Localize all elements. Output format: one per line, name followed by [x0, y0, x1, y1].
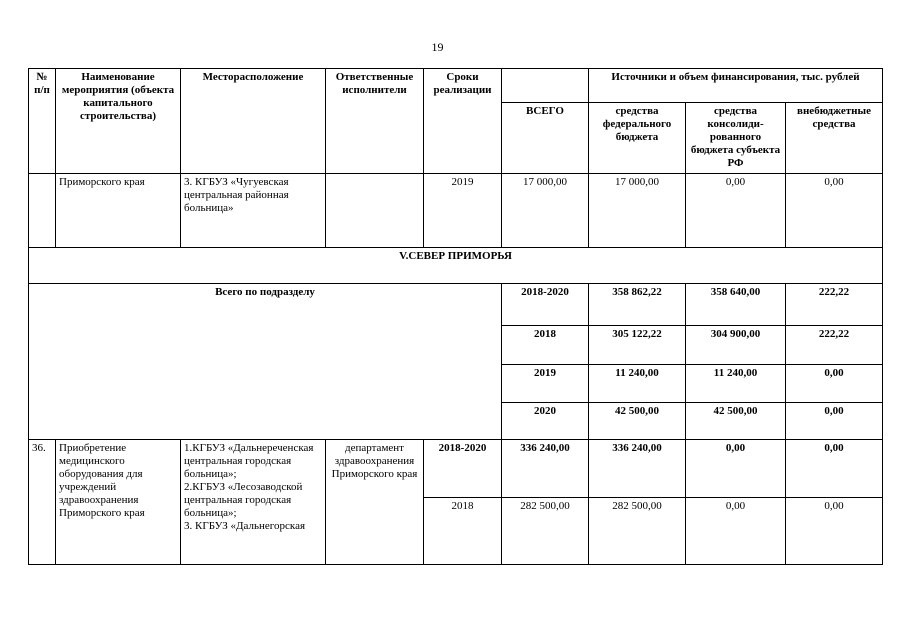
cell-total: 336 240,00 [502, 440, 589, 498]
cell-consolidated: 222,22 [786, 326, 883, 365]
cell-consolidated: 0,00 [686, 174, 786, 248]
subtotal-label: Всего по подразделу [29, 284, 502, 440]
section-title: V.СЕВЕР ПРИМОРЬЯ [29, 248, 883, 284]
header-federal: средства федерального бюджета [589, 103, 686, 174]
subtotal-row [29, 284, 883, 326]
header-responsible: Ответственные исполнители [326, 69, 424, 174]
cell-consolidated: 0,00 [686, 498, 786, 565]
cell-total: 358 862,22 [589, 284, 686, 326]
header-name: Наименование мероприятия (объекта капитального строительства) [56, 69, 181, 174]
cell-year: 2020 [502, 403, 589, 440]
cell-year: 2019 [502, 365, 589, 403]
page-number: 19 [431, 40, 444, 54]
cell-federal: 17 000,00 [589, 174, 686, 248]
cell-federal: 358 640,00 [686, 284, 786, 326]
cell-location: 3. КГБУЗ «Чугуевская центральная районная больница» [181, 174, 326, 248]
header-num: № п/п [29, 69, 56, 174]
cell-consolidated: 0,00 [686, 440, 786, 498]
cell-year: 2018 [424, 498, 502, 565]
cell-num: 36. [29, 440, 56, 565]
location-line-3: 3. КГБУЗ «Дальнегорская [184, 520, 306, 532]
cell-extrabudgetary: 0,00 [786, 498, 883, 565]
header-funding-group: Источники и объем финансирования, тыс. рублей [589, 69, 883, 103]
cell-year: 2018-2020 [502, 284, 589, 326]
cell-total: 17 000,00 [502, 174, 589, 248]
table-row [29, 440, 883, 498]
cell-consolidated: 222,22 [786, 284, 883, 326]
cell-num [29, 174, 56, 248]
cell-name: Приморского края [56, 174, 181, 248]
cell-responsible: департамент здравоохранения Приморского края [326, 440, 424, 565]
header-extrabudgetary: внебюджетные средства [786, 103, 883, 174]
header-row-1 [29, 69, 883, 103]
cell-federal: 282 500,00 [589, 498, 686, 565]
header-terms: Сроки реализации [424, 69, 502, 174]
cell-extrabudgetary: 0,00 [786, 174, 883, 248]
header-location: Месторасположение [181, 69, 326, 174]
header-blank [502, 69, 589, 103]
header-consolidated: средства консолиди-рованного бюджета субъекта РФ [686, 103, 786, 174]
cell-total: 305 122,22 [589, 326, 686, 365]
table-row [29, 174, 883, 248]
cell-responsible [326, 174, 424, 248]
cell-total: 42 500,00 [589, 403, 686, 440]
cell-year: 2018 [502, 326, 589, 365]
cell-federal: 42 500,00 [686, 403, 786, 440]
cell-consolidated: 0,00 [786, 365, 883, 403]
cell-federal: 11 240,00 [686, 365, 786, 403]
cell-name: Приобретение медицинского оборудования для учреждений здравоохранения Приморского края [56, 440, 181, 565]
cell-federal: 304 900,00 [686, 326, 786, 365]
cell-year: 2018-2020 [424, 440, 502, 498]
financing-table [28, 68, 883, 565]
cell-total: 282 500,00 [502, 498, 589, 565]
cell-year: 2019 [424, 174, 502, 248]
section-row [29, 248, 883, 284]
cell-location [181, 440, 326, 565]
cell-federal: 336 240,00 [589, 440, 686, 498]
cell-total: 11 240,00 [589, 365, 686, 403]
header-total: ВСЕГО [502, 103, 589, 174]
location-line-2: 2.КГБУЗ «Лесозаводской центральная городская больница»; [184, 481, 303, 519]
cell-consolidated: 0,00 [786, 403, 883, 440]
cell-extrabudgetary: 0,00 [786, 440, 883, 498]
location-line-1: 1.КГБУЗ «Дальнереченская центральная городская больница»; [184, 442, 314, 480]
